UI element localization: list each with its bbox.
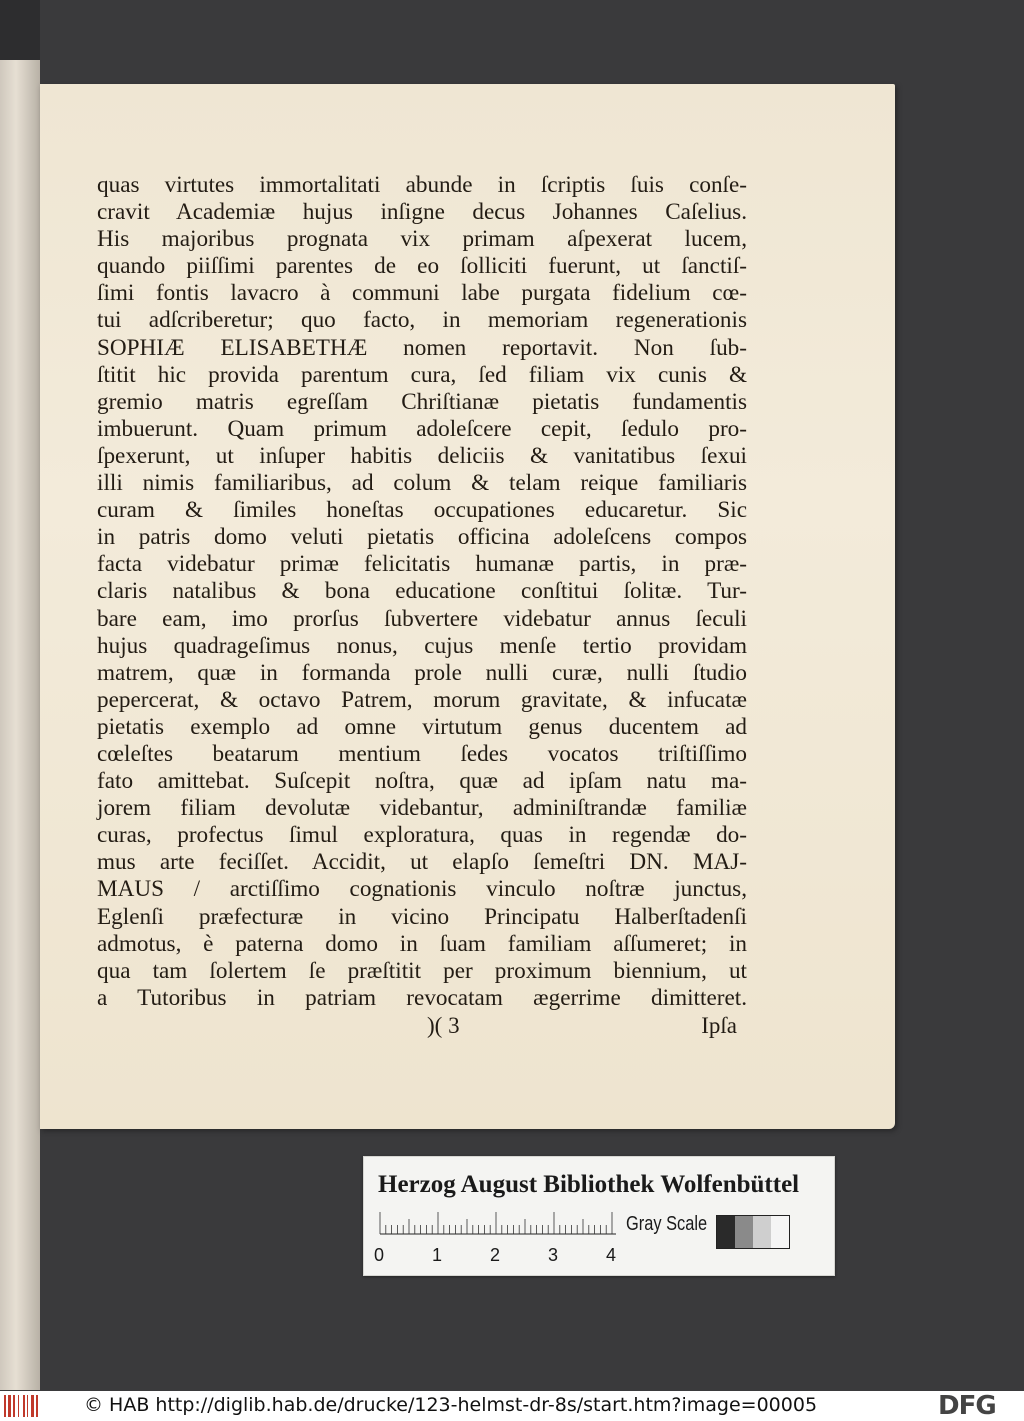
- ruler-number: 0: [374, 1245, 385, 1265]
- signature-mark: )( 3: [427, 1013, 460, 1038]
- barcode-icon: [4, 1395, 48, 1417]
- barcode-bar: [31, 1395, 34, 1417]
- gray-swatch: [771, 1216, 789, 1248]
- text-line: illi nimis familiaribus, ad colum & telam reique familiaris: [97, 470, 747, 497]
- text-line: pietatis exemplo ad omne virtutum genus ducentem ad: [97, 713, 747, 740]
- text-line: ſtitit hic provida parentum cura, ſed filiam vix cunis &: [97, 361, 747, 388]
- barcode-bar: [8, 1395, 11, 1417]
- adjacent-page-edge: [0, 60, 40, 1390]
- dfg-logo: DFG: [938, 1391, 996, 1421]
- barcode-bar: [18, 1395, 19, 1417]
- barcode-bar: [23, 1395, 25, 1417]
- catchword: Ipſa: [701, 1013, 737, 1038]
- text-line: curam & ſimiles honeſtas occupationes educaretur. Sic: [97, 497, 747, 524]
- footer-bar: [0, 1391, 1024, 1421]
- gray-swatch: [753, 1216, 771, 1248]
- text-line: ſpexerunt, ut inſuper habitis deliciis & vanitatibus ſexui: [97, 442, 747, 469]
- ruler-scale: [378, 1209, 618, 1235]
- library-name: Herzog August Bibliothek Wolfenbüttel: [378, 1171, 800, 1198]
- text-line: admotus, è paterna domo in ſuam familiam aſſumeret; in: [97, 930, 747, 957]
- text-line: hujus quadrageſimus nonus, cujus menſe tertio providam: [97, 632, 747, 659]
- text-line: quando piiſſimi parentes de eo ſolliciti fuerunt, ut ſanctiſ-: [97, 253, 747, 280]
- copyright-link[interactable]: © HAB http://diglib.hab.de/drucke/123-helmst-dr-8s/start.htm?image=00005: [84, 1394, 818, 1416]
- text-line: a Tutoribus in patriam revocatam ægerrime dimitteret.: [97, 984, 747, 1011]
- scan-background-top: [0, 0, 40, 60]
- text-line: mus arte feciſſet. Accidit, ut elapſo ſemeſtri DN. MAJ-: [97, 849, 747, 876]
- barcode-bar: [27, 1395, 28, 1417]
- barcode-bar: [36, 1395, 38, 1417]
- text-line: His majoribus prognata vix primam aſpexerat lucem,: [97, 226, 747, 253]
- text-line: qua tam ſolertem ſe præſtitit per proximum biennium, ut: [97, 957, 747, 984]
- text-line: ſimi fontis lavacro à communi labe purgata fidelium cœ-: [97, 280, 747, 307]
- page-text-block: [97, 172, 747, 1012]
- text-line: cravit Academiæ hujus inſigne decus Johannes Caſelius.: [97, 199, 747, 226]
- barcode-bar: [4, 1395, 6, 1417]
- library-label-card: [363, 1156, 835, 1276]
- text-line: fato amittebat. Suſcepit noſtra, quæ ad ipſam natu ma-: [97, 768, 747, 795]
- text-line: pepercerat, & octavo Patrem, morum gravitate, & infucatæ: [97, 686, 747, 713]
- text-line: Eglenſi præfecturæ in vicino Principatu Halberſtadenſi: [97, 903, 747, 930]
- text-line: MAUS / arctiſſimo cognationis vinculo noſtræ junctus,: [97, 876, 747, 903]
- text-line: imbuerunt. Quam primum adoleſcere cepit, ſedulo pro-: [97, 415, 747, 442]
- text-line: SOPHIÆ ELISABETHÆ nomen reportavit. Non ſub-: [97, 334, 747, 361]
- text-line: claris natalibus & bona educatione conſtitui ſolitæ. Tur-: [97, 578, 747, 605]
- gray-scale-label: Gray Scale: [626, 1213, 708, 1235]
- text-line: facta videbatur primæ felicitatis humanæ partis, in præ-: [97, 551, 747, 578]
- gray-scale-swatches: [716, 1215, 790, 1249]
- ruler-number: 4: [606, 1245, 617, 1265]
- barcode-bar: [13, 1395, 15, 1417]
- gray-swatch: [735, 1216, 753, 1248]
- text-line: bare eam, imo prorſus ſubvertere videbatur annus ſeculi: [97, 605, 747, 632]
- ruler-number: 1: [432, 1245, 443, 1265]
- ruler-number: 3: [548, 1245, 559, 1265]
- text-line: tui adſcriberetur; quo facto, in memoriam regenerationis: [97, 307, 747, 334]
- text-line: gremio matris egreſſam Chriſtianæ pietatis fundamentis: [97, 388, 747, 415]
- text-line: matrem, quæ in formanda prole nulli curæ, nulli ſtudio: [97, 659, 747, 686]
- ruler-number: 2: [490, 1245, 501, 1265]
- gray-swatch: [717, 1216, 735, 1248]
- text-line: curas, profectus ſimul exploratura, quas in regendæ do-: [97, 822, 747, 849]
- text-line: in patris domo veluti pietatis officina adoleſcens compos: [97, 524, 747, 551]
- text-line: cœleſtes beatarum mentium ſedes vocatos triſtiſſimo: [97, 740, 747, 767]
- text-line: quas virtutes immortalitati abunde in ſcriptis ſuis conſe-: [97, 172, 747, 198]
- text-line: jorem filiam devolutæ videbantur, adminiſtrandæ familiæ: [97, 795, 747, 822]
